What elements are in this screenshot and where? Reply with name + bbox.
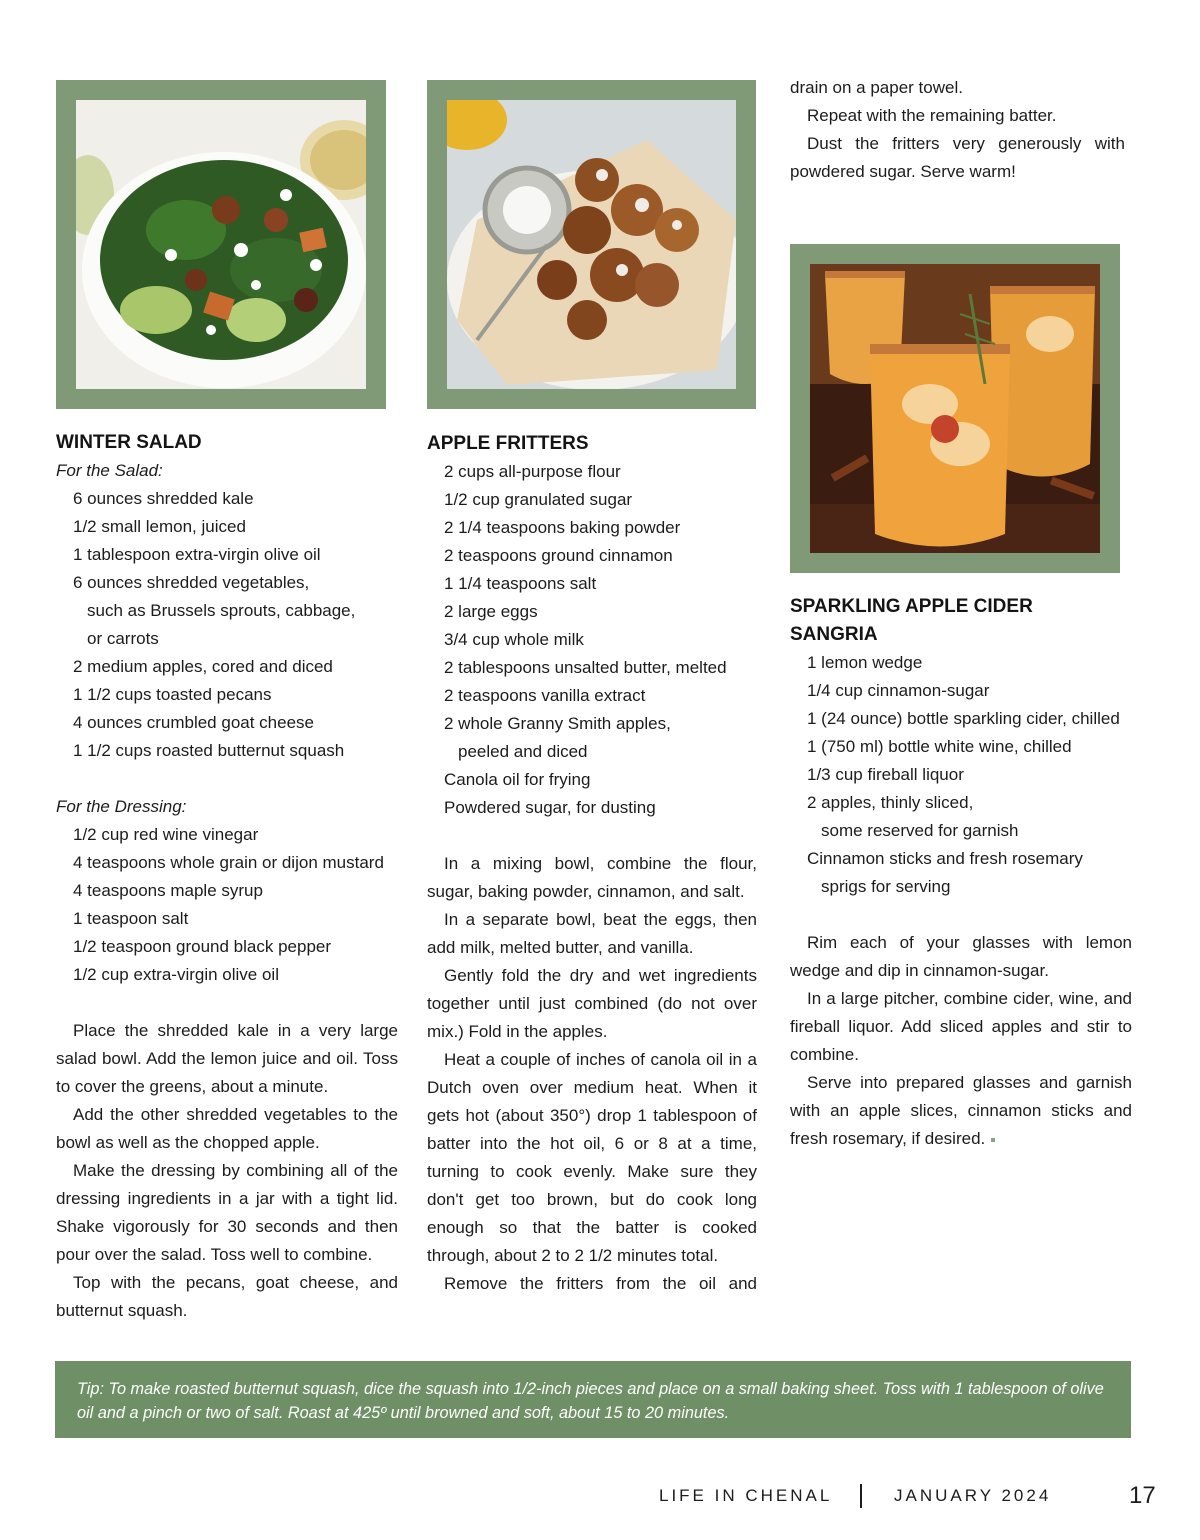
ingredient: 1 teaspoon salt (73, 909, 189, 928)
ingredient: 1 1/2 cups toasted pecans (73, 685, 272, 704)
ingredient: 2 tablespoons unsalted butter, melted (444, 658, 727, 677)
ingredient: 2 whole Granny Smith apples, (444, 714, 671, 733)
apple-fritters-column (427, 430, 757, 1298)
ingredient: 1/2 small lemon, juiced (73, 517, 246, 536)
dressing-subheading: For the Dressing: (56, 797, 187, 816)
ingredient: Canola oil for frying (444, 770, 591, 789)
sangria-title-line2: SANGRIA (790, 624, 878, 645)
ingredient: 1/2 cup red wine vinegar (73, 825, 259, 844)
instruction-paragraph: Remove the fritters from the oil and (444, 1274, 757, 1293)
end-mark-icon (991, 1138, 995, 1142)
winter-salad-title: WINTER SALAD (56, 432, 202, 453)
ingredient-continued: such as Brussels sprouts, cabbage, (87, 601, 356, 620)
tip-text: Tip: To make roasted butternut squash, dice the squash into 1/2-inch pieces and place on a small baking sheet. Toss with 1 tablespoon of olive oil and a pinch or two of salt. Roast at 425º until browned and soft, about 15 to 20 minutes. (77, 1380, 1104, 1422)
footer-divider (860, 1484, 862, 1508)
sangria-title (790, 593, 1132, 649)
ingredient: 1/2 cup extra-virgin olive oil (73, 965, 279, 984)
ingredient: 1 lemon wedge (807, 653, 923, 672)
page-footer (0, 1484, 1200, 1508)
salad-subheading: For the Salad: (56, 461, 163, 480)
instruction-paragraph: Top with the pecans, goat cheese, and butternut squash. (56, 1273, 398, 1320)
sangria-title-line1: SPARKLING APPLE CIDER (790, 596, 1033, 617)
ingredient: 1/2 teaspoon ground black pepper (73, 937, 332, 956)
ingredient-continued: peeled and diced (458, 742, 588, 761)
ingredient: 4 ounces crumbled goat cheese (73, 713, 314, 732)
instruction-paragraph: Gently fold the dry and wet ingredients together until just combined (do not over mix.) Fold in the apples. (427, 966, 757, 1041)
ingredient: 1 tablespoon extra-virgin olive oil (73, 545, 321, 564)
ingredient: 6 ounces shredded vegetables, (73, 573, 310, 592)
ingredient: 1/3 cup fireball liquor (807, 765, 964, 784)
magazine-name: LIFE IN CHENAL (659, 1486, 833, 1505)
ingredient: 1 1/4 teaspoons salt (444, 574, 597, 593)
instruction-paragraph: drain on a paper towel. (790, 78, 963, 97)
ingredient: 6 ounces shredded kale (73, 489, 254, 508)
instruction-paragraph: Add the other shredded vegetables to the bowl as well as the chopped apple. (56, 1105, 398, 1152)
ingredient: 1 (750 ml) bottle white wine, chilled (807, 737, 1072, 756)
ingredient: 1 (24 ounce) bottle sparkling cider, chilled (807, 709, 1120, 728)
ingredient: 1 1/2 cups roasted butternut squash (73, 741, 345, 760)
ingredient: Powdered sugar, for dusting (444, 798, 656, 817)
ingredient: 4 teaspoons whole grain or dijon mustard (73, 853, 384, 872)
page-number: 17 (1129, 1482, 1156, 1509)
winter-salad-photo (76, 100, 366, 389)
ingredient: 1/2 cup granulated sugar (444, 490, 633, 509)
ingredient: 1/4 cup cinnamon-sugar (807, 681, 990, 700)
apple-fritters-photo (447, 100, 736, 389)
ingredient: 2 apples, thinly sliced, (807, 793, 974, 812)
fritters-continued-column (790, 74, 1125, 186)
instruction-paragraph (790, 1069, 1132, 1153)
ingredient: 3/4 cup whole milk (444, 630, 584, 649)
issue-date: JANUARY 2024 (894, 1486, 1052, 1505)
instruction-paragraph: Place the shredded kale in a very large salad bowl. Add the lemon juice and oil. Toss to cover the greens, about a minute. (56, 1021, 398, 1096)
apple-fritters-title: APPLE FRITTERS (427, 433, 589, 454)
sangria-column (790, 593, 1132, 1153)
tip-box (55, 1361, 1131, 1438)
ingredient: Cinnamon sticks and fresh rosemary (807, 849, 1083, 868)
ingredient: 2 cups all-purpose flour (444, 462, 621, 481)
ingredient-continued: sprigs for serving (821, 877, 951, 896)
instruction-paragraph: Heat a couple of inches of canola oil in a Dutch oven over medium heat. When it gets hot (about 350°) drop 1 tablespoon of batter into the hot oil, 6 or 8 at a time, turning to cook evenly. Make sure they don't get too brown, but do cook long enough so that the batter is cooked through, about 2 to 2 1/2 minutes total. (427, 1050, 757, 1265)
ingredient: 2 1/4 teaspoons baking powder (444, 518, 681, 537)
instruction-paragraph: In a mixing bowl, combine the flour, sugar, baking powder, cinnamon, and salt. (427, 854, 757, 901)
ingredient: 2 teaspoons vanilla extract (444, 686, 646, 705)
sangria-photo (810, 264, 1100, 553)
ingredient-continued: some reserved for garnish (821, 821, 1019, 840)
ingredient: 2 medium apples, cored and diced (73, 657, 333, 676)
ingredient: 2 large eggs (444, 602, 538, 621)
ingredient-continued: or carrots (87, 629, 159, 648)
winter-salad-column (56, 429, 398, 1325)
instruction-paragraph: Dust the fritters very generously with powdered sugar. Serve warm! (790, 134, 1125, 181)
instruction-paragraph: Make the dressing by combining all of the dressing ingredients in a jar with a tight lid. Shake vigorously for 30 seconds and then pour over the salad. Toss well to combine. (56, 1161, 398, 1264)
final-step-text: Serve into prepared glasses and garnish with an apple slices, cinnamon sticks and fresh rosemary, if desired. (790, 1073, 1132, 1148)
instruction-paragraph: Repeat with the remaining batter. (807, 106, 1057, 125)
instruction-paragraph: In a separate bowl, beat the eggs, then add milk, melted butter, and vanilla. (427, 910, 757, 957)
instruction-paragraph: In a large pitcher, combine cider, wine, and fireball liquor. Add sliced apples and stir to combine. (790, 989, 1132, 1064)
ingredient: 4 teaspoons maple syrup (73, 881, 263, 900)
instruction-paragraph: Rim each of your glasses with lemon wedge and dip in cinnamon-sugar. (790, 933, 1132, 980)
ingredient: 2 teaspoons ground cinnamon (444, 546, 673, 565)
